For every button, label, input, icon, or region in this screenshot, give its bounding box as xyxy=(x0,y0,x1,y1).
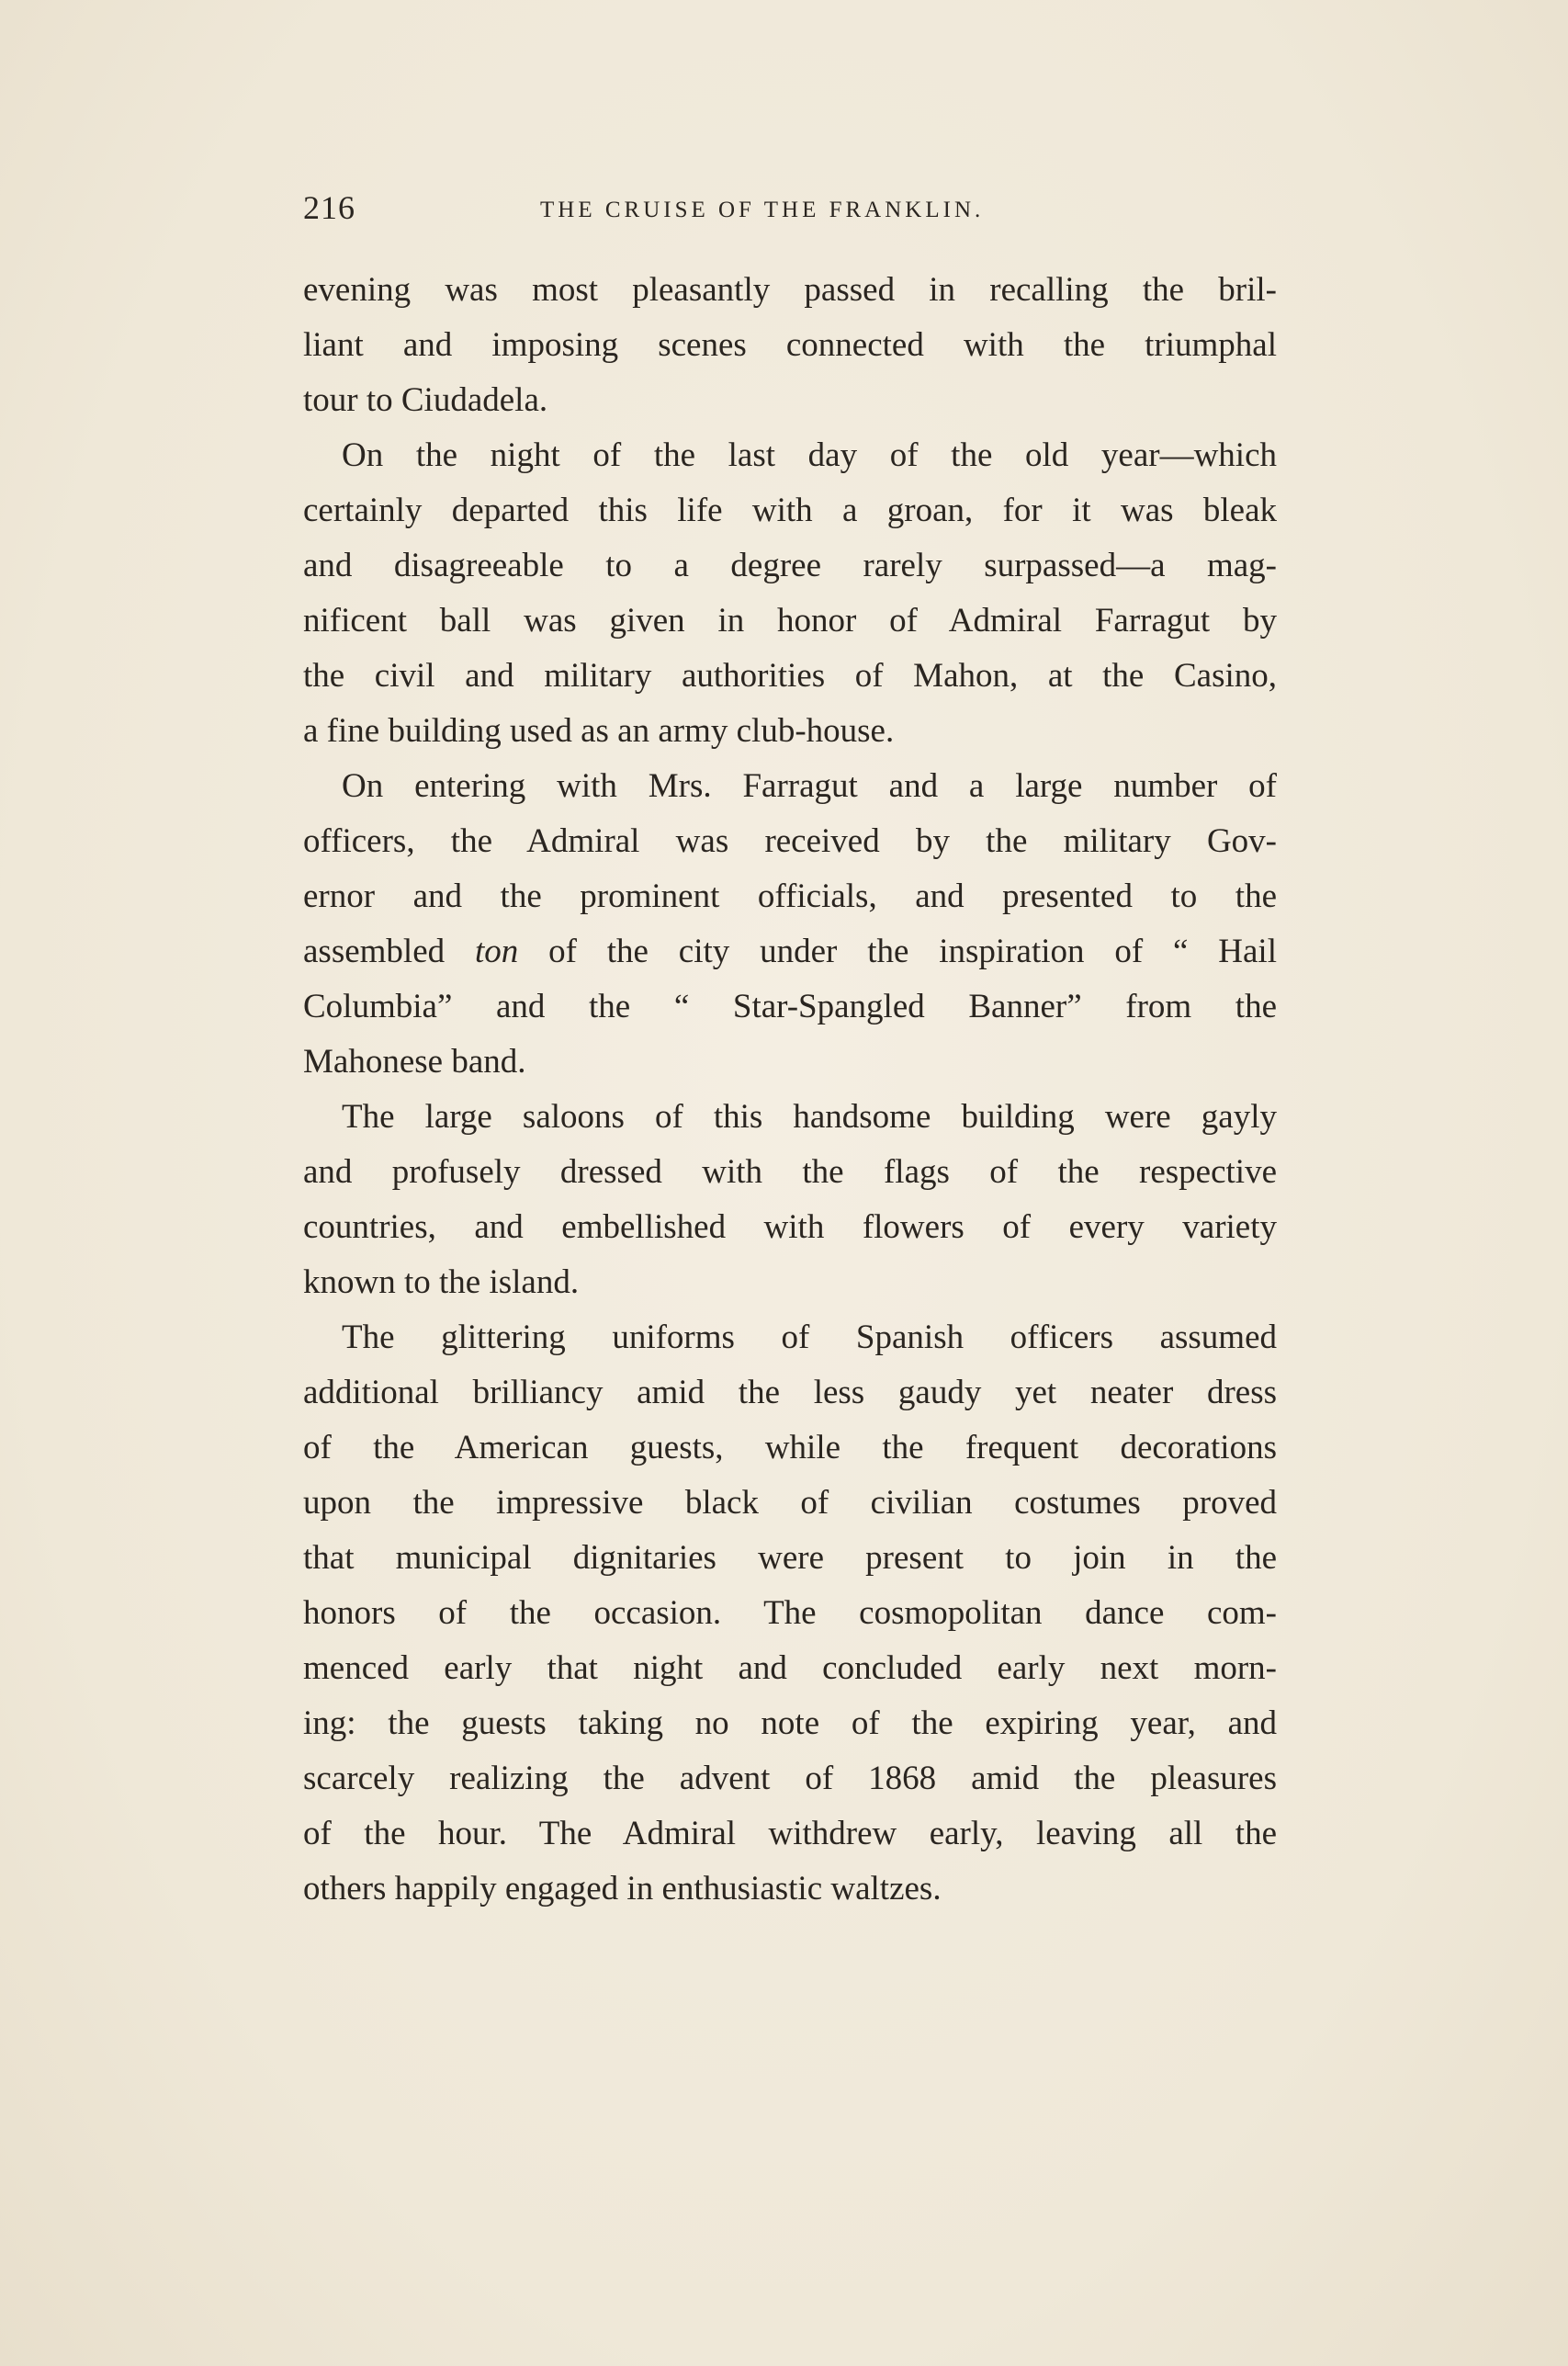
text-line: others happily engaged in enthusiastic waltzes. xyxy=(303,1870,942,1908)
text-line: of the hour. The Admiral withdrew early, leaving all the xyxy=(303,1815,1277,1852)
text-line: certainly departed this life with a groan, for it was bleak xyxy=(303,492,1277,529)
text-line: ing: the guests taking no note of the expiring year, and xyxy=(303,1704,1277,1742)
text-line: The glittering uniforms of Spanish officers assumed xyxy=(342,1319,1277,1356)
text-line: of the American guests, while the frequent decorations xyxy=(303,1429,1277,1466)
text-line: countries, and embellished with flowers of every variety xyxy=(303,1208,1277,1246)
text-line: upon the impressive black of civilian costumes proved xyxy=(303,1484,1277,1522)
page-number: 216 xyxy=(303,189,355,226)
text-line: a fine building used as an army club-house. xyxy=(303,712,895,750)
text-line: tour to Ciudadela. xyxy=(303,381,548,419)
text-line: On the night of the last day of the old year—which xyxy=(342,436,1277,474)
running-title: THE CRUISE OF THE FRANKLIN. xyxy=(540,198,985,222)
text-line: additional brilliancy amid the less gaudy yet neater dress xyxy=(303,1374,1277,1411)
text-line: On entering with Mrs. Farragut and a large number of xyxy=(342,767,1277,805)
text-line: that municipal dignitaries were present to join in the xyxy=(303,1539,1277,1577)
text-line: and profusely dressed with the flags of the respective xyxy=(303,1153,1277,1191)
text-line: ernor and the prominent officials, and presented to the xyxy=(303,877,1277,915)
text-line: the civil and military authorities of Mahon, at the Casino, xyxy=(303,657,1277,695)
text-line: and disagreeable to a degree rarely surpassed—a mag- xyxy=(303,547,1277,584)
text-line: Columbia” and the “ Star-Spangled Banner” from the xyxy=(303,988,1277,1025)
text-line: scarcely realizing the advent of 1868 amid the pleasures xyxy=(303,1760,1277,1797)
text-line: evening was most pleasantly passed in recalling the bril- xyxy=(303,271,1277,309)
text-line: The large saloons of this handsome building were gayly xyxy=(342,1098,1277,1136)
text-line: menced early that night and concluded early next morn- xyxy=(303,1649,1277,1687)
text-line: nificent ball was given in honor of Admiral Farragut by xyxy=(303,602,1277,640)
body-text xyxy=(303,263,1277,1917)
text-line: known to the island. xyxy=(303,1263,580,1301)
text-line: Mahonese band. xyxy=(303,1043,526,1081)
text-line: officers, the Admiral was received by the military Gov- xyxy=(303,822,1277,860)
page-header xyxy=(303,188,1277,234)
text-line: liant and imposing scenes connected with the triumphal xyxy=(303,326,1277,364)
text-line: honors of the occasion. The cosmopolitan dance com- xyxy=(303,1594,1277,1632)
text-line: assembled ton of the city under the inspiration of “ Hail xyxy=(303,933,1277,970)
